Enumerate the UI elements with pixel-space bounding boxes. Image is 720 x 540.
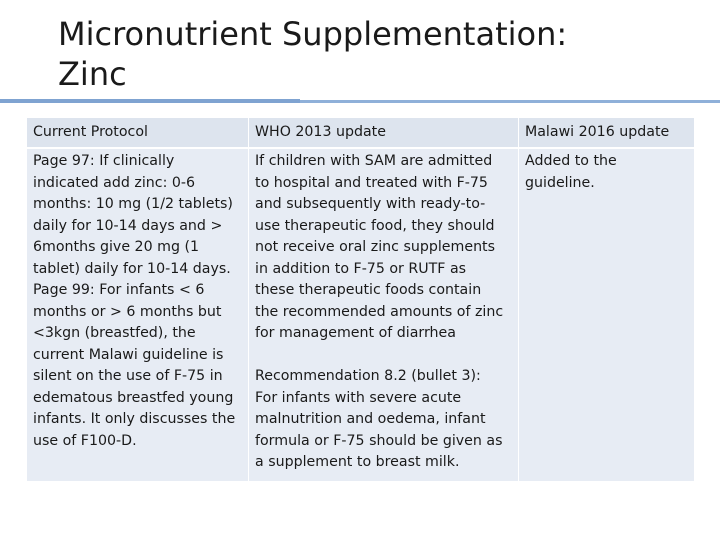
comparison-table-container [26,118,694,481]
malawi-update-text: Added to the guideline. [525,153,617,191]
cell-current-protocol [27,148,249,481]
title-underline-right [300,100,720,103]
header-who-2013-update: WHO 2013 update [249,118,519,148]
cell-malawi-2016-update [519,148,695,481]
header-malawi-2016-update: Malawi 2016 update [519,118,695,148]
header-current-protocol: Current Protocol [27,118,249,148]
who-update-paragraph-2: Recommendation 8.2 (bullet 3): For infants with severe acute malnutrition and oedema, infant formula or F-75 should be given as a supplement to breast milk. [255,368,503,470]
table-header-row [27,118,695,148]
table-row [27,148,695,481]
title-underline-left [0,99,300,103]
slide-title-line1: Micronutrient Supplementation: [58,15,568,53]
current-protocol-text: Page 97: If clinically indicated add zinc: 0-6 months: 10 mg (1/2 tablets) daily for 10-14 days and > 6months give 20 mg (1 tablet) daily for 10-14 days. Page 99: For infants < 6 months or > 6 months but <3kgn (breastfed), the current Malawi guideline is silent on the use of F-75 in edematous breastfed young infants. It only discusses the use of F100-D. [33,153,236,449]
who-update-paragraph-1: If children with SAM are admitted to hospital and treated with F-75 and subsequently with ready-to- use therapeutic food, they should not receive oral zinc supplements in addition to F-75 or RUTF as these therapeutic foods contain the recommended amounts of zinc for management of diarrhea [255,153,504,341]
comparison-table [26,118,695,481]
slide-title-line2: Zinc [58,55,127,93]
cell-who-2013-update [249,148,519,481]
slide-title [58,14,567,94]
